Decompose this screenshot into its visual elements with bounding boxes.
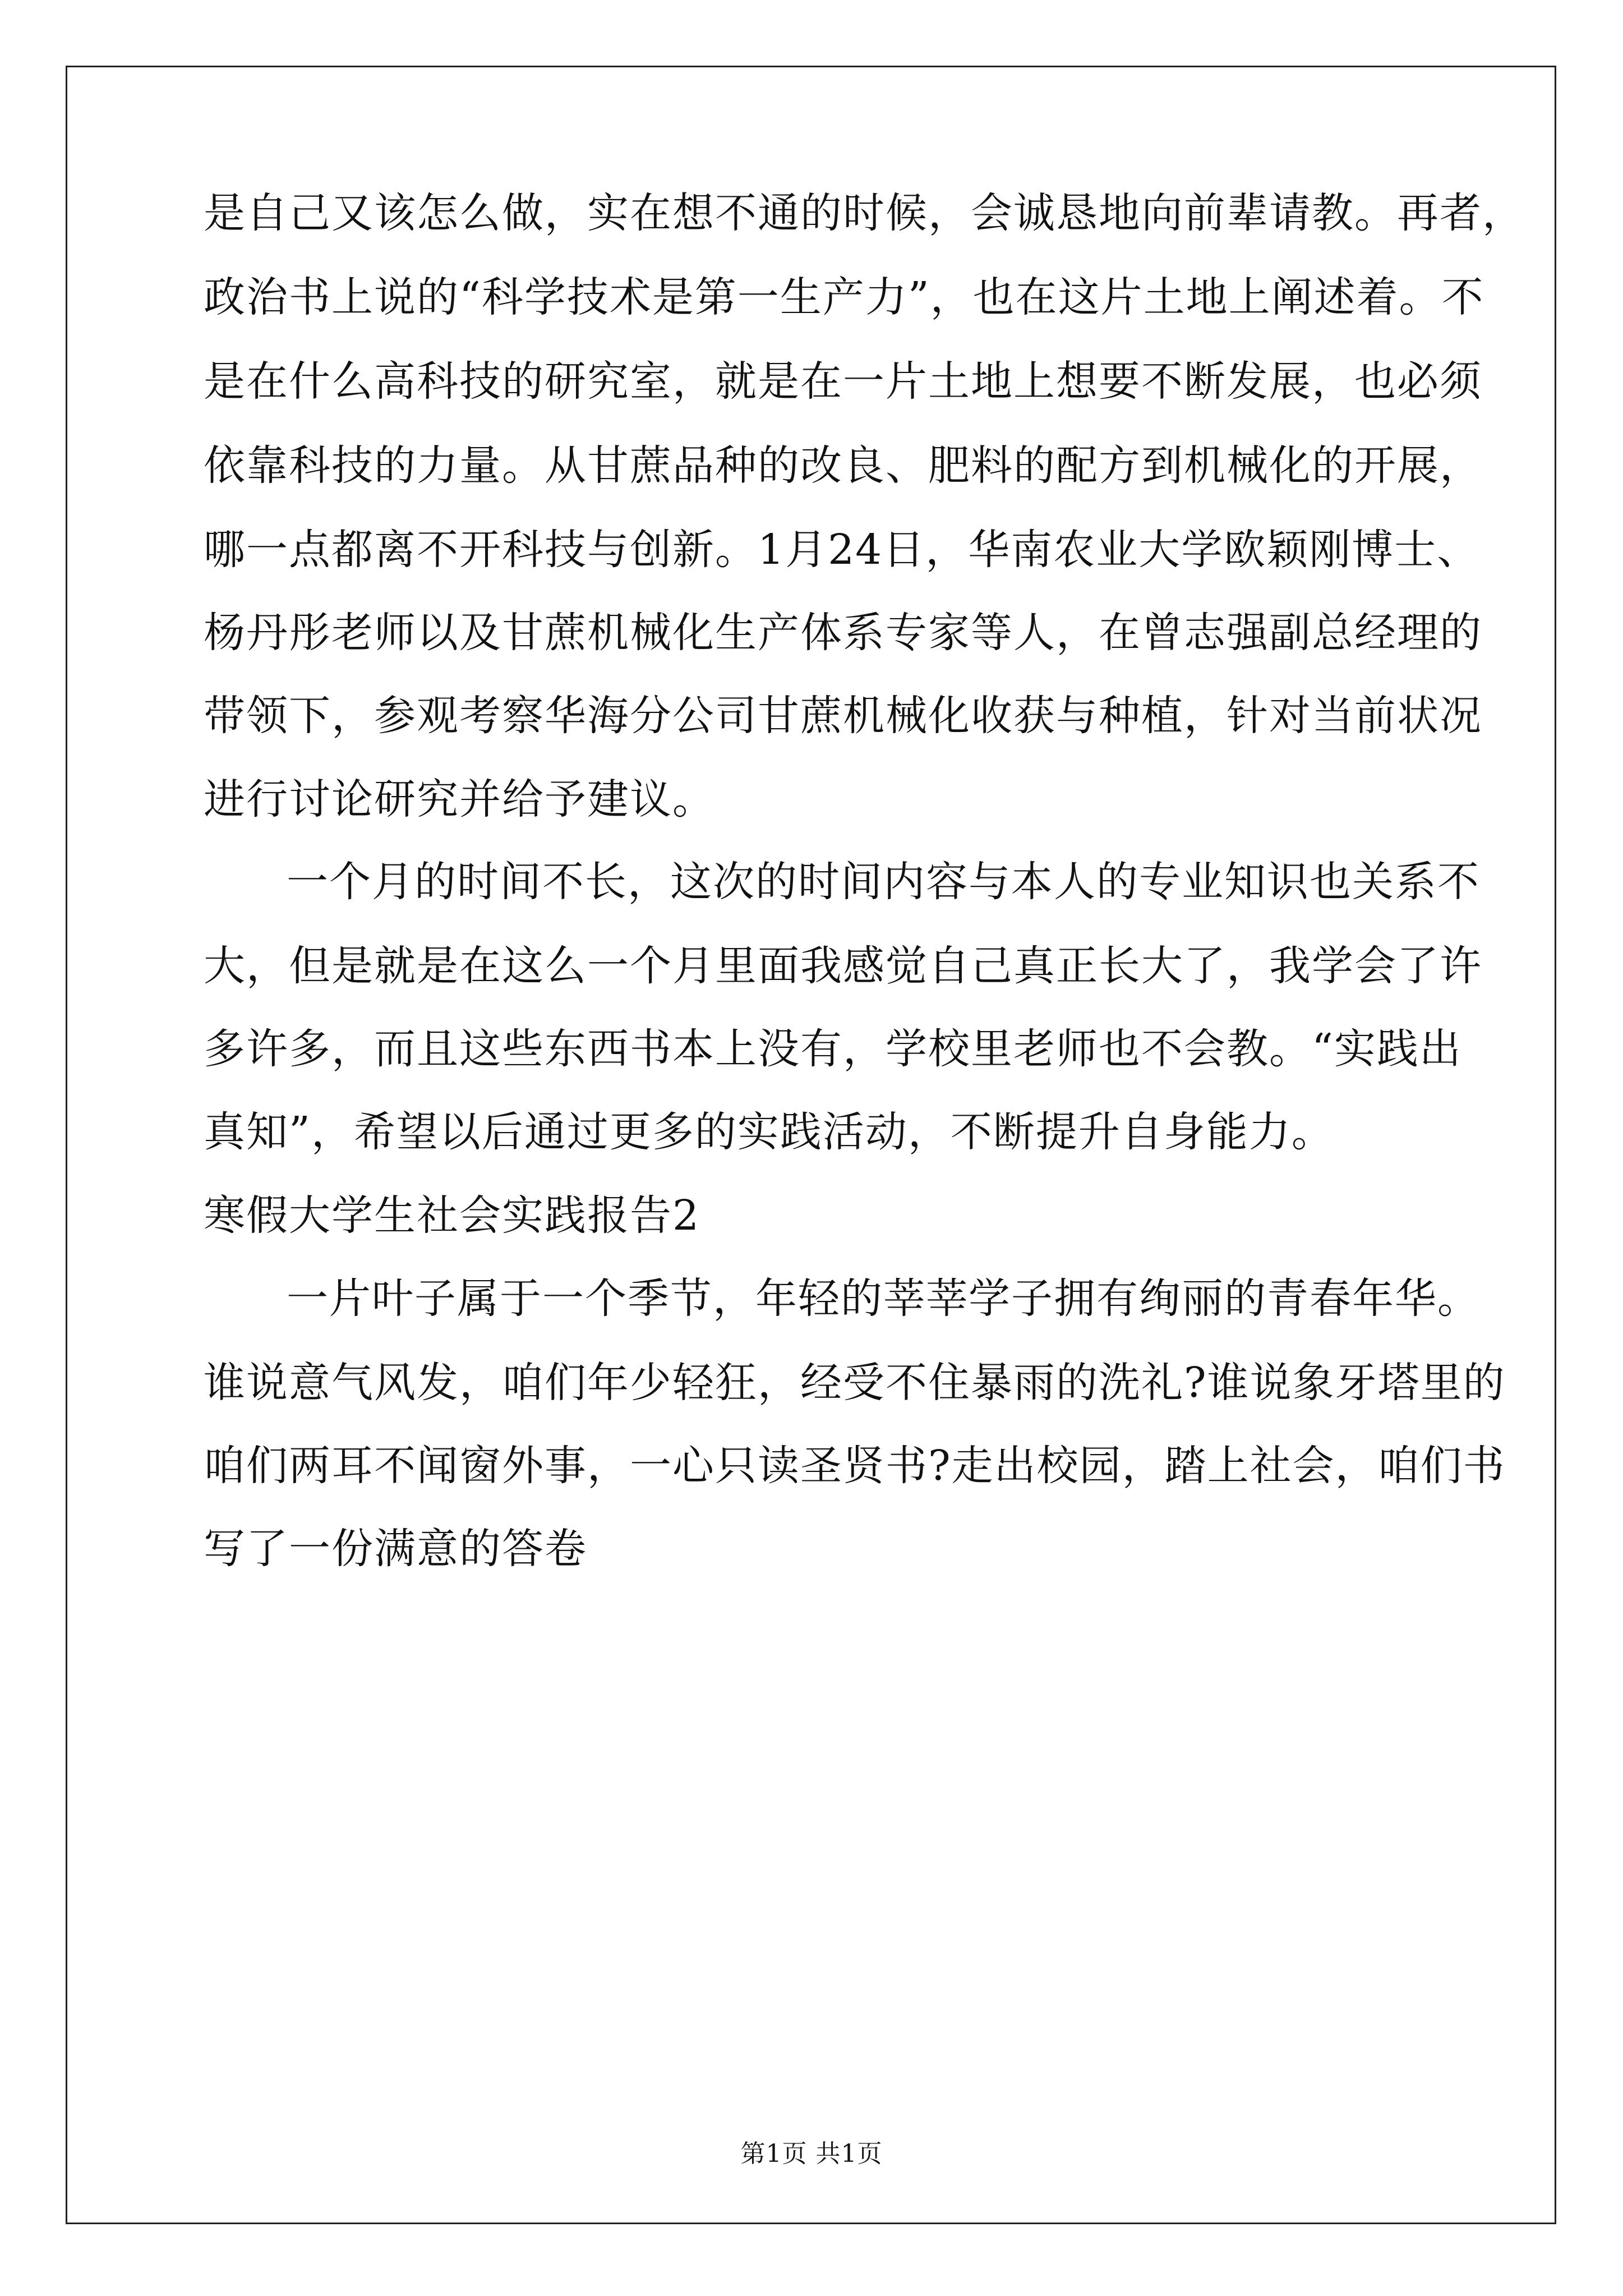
paragraph-line: 咱们两耳不闻窗外事，一心只读圣贤书?走出校园，踏上社会，咱们书 [204,1442,1506,1490]
paragraph-line: 依靠科技的力量。从甘蔗品种的改良、肥料的配方到机械化的开展， [204,441,1482,490]
paragraph-line: 多许多，而且这些东西书本上没有，学校里老师也不会教。“实践出 [204,1025,1462,1073]
paragraph-line: 政治书上说的“科学技术是第一生产力”，也在这片土地上阐述着。不 [204,273,1484,321]
paragraph-line: 带领下，参观考察华海分公司甘蔗机械化收获与种植，针对当前状况 [204,692,1482,740]
section-heading: 寒假大学生社会实践报告2 [204,1191,700,1240]
paragraph-line: 是在什么高科技的研究室，就是在一片土地上想要不断发展，也必须 [204,357,1482,406]
paragraph-line: 一片叶子属于一个季节，年轻的莘莘学子拥有绚丽的青春年华。 [287,1274,1480,1323]
paragraph-line: 谁说意气风发，咱们年少轻狂，经受不住暴雨的洗礼?谁说象牙塔里的 [204,1359,1506,1407]
paragraph-line: 哪一点都离不开科技与创新。1月24日，华南农业大学欧颖刚博士、 [204,526,1480,574]
paragraph-line: 是自己又该怎么做，实在想不通的时候，会诚恳地向前辈请教。再者， [204,189,1525,237]
paragraph-line: 一个月的时间不长，这次的时间内容与本人的专业知识也关系不 [287,858,1480,906]
paragraph-line: 写了一份满意的答卷 [204,1525,587,1573]
paragraph-line: 大，但是就是在这么一个月里面我感觉自己真正长大了，我学会了许 [204,942,1482,990]
paragraph-line: 杨丹彤老师以及甘蔗机械化生产体系专家等人，在曾志强副总经理的 [204,609,1482,657]
paragraph-line: 真知”，希望以后通过更多的实践活动，不断提升自身能力。 [204,1108,1334,1156]
paragraph-line: 进行讨论研究并给予建议。 [204,775,715,823]
page-footer: 第1页 共1页 [740,2139,883,2168]
